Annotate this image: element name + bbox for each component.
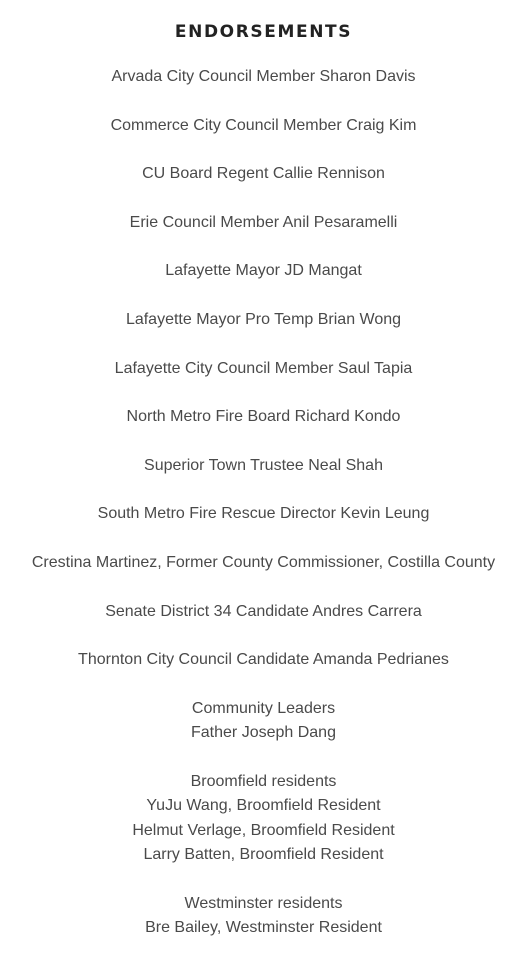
- group-member: Helmut Verlage, Broomfield Resident: [132, 821, 395, 839]
- endorsement-item: Arvada City Council Member Sharon Davis: [111, 68, 416, 85]
- endorsement-item: Lafayette City Council Member Saul Tapia: [114, 359, 413, 377]
- endorsement-item: Thornton City Council Candidate Amanda Pedrianes: [78, 651, 449, 669]
- endorsement-item: Lafayette Mayor JD Mangat: [165, 262, 362, 280]
- group-title: Community Leaders: [191, 699, 336, 717]
- endorsement-group-westminster-residents: [0, 892, 527, 941]
- section-heading: ENDORSEMENTS: [174, 22, 353, 42]
- endorsement-item: CU Board Regent Callie Rennison: [142, 165, 385, 183]
- endorsement-group-broomfield-residents: [0, 770, 527, 867]
- group-member: Bre Bailey, Westminster Resident: [145, 918, 382, 936]
- endorsement-item: Senate District 34 Candidate Andres Carrera: [105, 602, 422, 620]
- endorsement-group-community-leaders: [0, 697, 527, 746]
- endorsement-item: North Metro Fire Board Richard Kondo: [126, 408, 401, 426]
- group-member: Father Joseph Dang: [191, 724, 336, 742]
- endorsement-item: Lafayette Mayor Pro Temp Brian Wong: [125, 310, 402, 328]
- group-title: Broomfield residents: [190, 772, 337, 790]
- endorsement-item: Erie Council Member Anil Pesaramelli: [129, 213, 398, 231]
- endorsement-item: Commerce City Council Member Craig Kim: [110, 116, 417, 134]
- group-title: Westminster residents: [184, 894, 343, 912]
- endorsement-item: Crestina Martinez, Former County Commissioner, Costilla County: [31, 553, 496, 571]
- endorsement-item: South Metro Fire Rescue Director Kevin Leung: [97, 505, 430, 523]
- endorsement-item: Superior Town Trustee Neal Shah: [144, 456, 383, 474]
- group-member: YuJu Wang, Broomfield Resident: [146, 797, 381, 815]
- group-member: Larry Batten, Broomfield Resident: [143, 845, 384, 863]
- endorsement-list: [0, 65, 527, 672]
